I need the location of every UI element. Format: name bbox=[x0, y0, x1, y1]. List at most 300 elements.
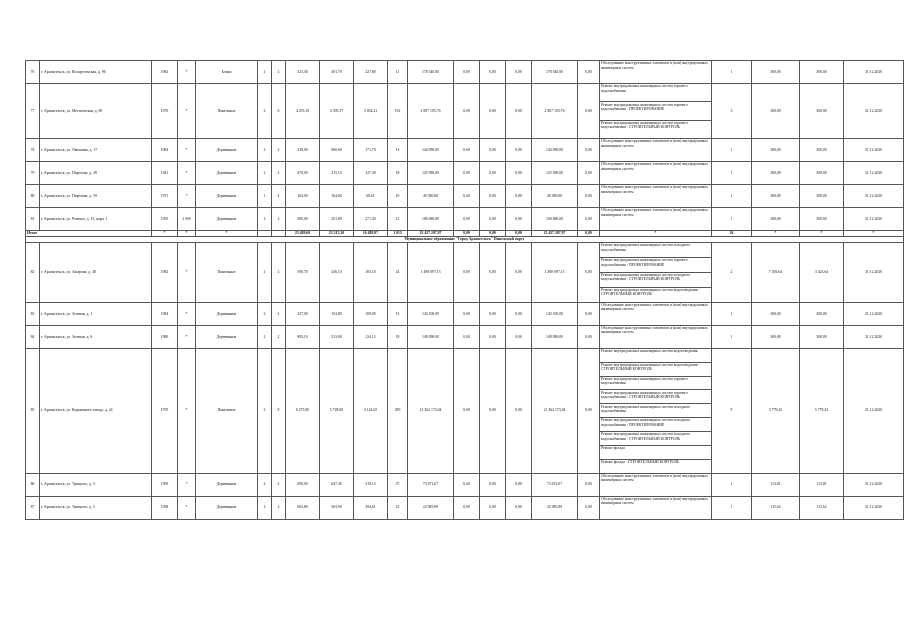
row-number: 76 bbox=[26, 61, 40, 84]
wall-material: Деревянные bbox=[196, 302, 258, 325]
fund-cell: 0,00 bbox=[480, 184, 506, 207]
fund-cell: 0,00 bbox=[454, 61, 480, 84]
work-item: Обследование конструктивных элементов и (или) внутридомовых инженерных систем bbox=[601, 326, 708, 335]
completion-date: 31.12.2020 bbox=[844, 184, 904, 207]
fund-cell: 0,00 bbox=[454, 138, 480, 161]
limit-cost: 300,00 bbox=[800, 138, 844, 161]
table-row bbox=[26, 473, 904, 496]
work-item: Обследование конструктивных элементов и (или) внутридомовых инженерных систем bbox=[601, 473, 708, 483]
entrances-count: 8 bbox=[272, 348, 286, 473]
entrances-count: 6 bbox=[272, 83, 286, 138]
owned-area: 124,12 bbox=[354, 325, 388, 348]
living-area: 154,80 bbox=[320, 302, 354, 325]
address: г. Архангельск, ул. Урицкого, д. 5 bbox=[40, 496, 152, 519]
register-sheet bbox=[25, 60, 893, 520]
fund-cell: 0,00 bbox=[454, 496, 480, 519]
table-total-section bbox=[26, 230, 904, 242]
fund-cell: 0,00 bbox=[480, 325, 506, 348]
floors-count: 2 bbox=[258, 207, 272, 230]
owners-funds: 125 580,00 bbox=[532, 161, 578, 184]
fund-cell: 0,00 bbox=[480, 302, 506, 325]
limit-cost: 300,00 bbox=[800, 161, 844, 184]
address: г. Архангельск, ул. Зеленая, д. 1 bbox=[40, 302, 152, 325]
residents-count: 18 bbox=[388, 325, 408, 348]
total-area: 478,00 bbox=[286, 161, 320, 184]
renovation-year: * bbox=[178, 83, 196, 138]
owners-funds: 106 680,00 bbox=[532, 207, 578, 230]
table-row bbox=[26, 83, 904, 138]
work-item: Ремонт фасада - СТРОИТЕЛЬНЫЙ КОНТРОЛЬ bbox=[601, 460, 680, 465]
unit-cost: 7 493,64 bbox=[752, 242, 800, 302]
fund-cell: 0,00 bbox=[480, 348, 506, 473]
commission-year: 1964 bbox=[152, 138, 178, 161]
repair-cost: 149 090,00 bbox=[408, 325, 454, 348]
address: г. Архангельск, ул. Мегитовская, д. 90 bbox=[40, 83, 152, 138]
wall-material: Деревянные bbox=[196, 473, 258, 496]
unit-cost: 300,00 bbox=[752, 325, 800, 348]
residents-count: 15 bbox=[388, 302, 408, 325]
limit-cost: 300,00 bbox=[800, 61, 844, 84]
table-row bbox=[26, 242, 904, 302]
work-item: Обследование конструктивных элементов и (или) внутридомовых инженерных систем bbox=[601, 496, 708, 506]
works-count: 1 bbox=[712, 325, 752, 348]
commission-year: 1976 bbox=[152, 83, 178, 138]
repair-cost: 22 985,89 bbox=[408, 496, 454, 519]
wall-material: Деревянные bbox=[196, 207, 258, 230]
fund-cell: 0,00 bbox=[454, 184, 480, 207]
total-cell: * bbox=[752, 230, 800, 236]
owned-area: 108,00 bbox=[354, 302, 388, 325]
works-list bbox=[600, 348, 712, 473]
fund-cell: 0,00 bbox=[480, 138, 506, 161]
address: г. Архангельск, ул. Воскресенская, д. 96 bbox=[40, 61, 152, 84]
residents-count: 18 bbox=[388, 161, 408, 184]
renovation-year: * bbox=[178, 161, 196, 184]
address: г. Архангельск, ул. Пирогова, д. 28 bbox=[40, 161, 152, 184]
wall-material: Панельные bbox=[196, 83, 258, 138]
unit-cost: 5 779,43 bbox=[752, 348, 800, 473]
limit-cost: 300,00 bbox=[800, 184, 844, 207]
floors-count: 2 bbox=[258, 496, 272, 519]
commission-year: 1971 bbox=[152, 184, 178, 207]
work-item: Обследование конструктивных элементов и (или) внутридомовых инженерных систем bbox=[601, 303, 708, 312]
work-item: Ремонт фасада bbox=[600, 446, 711, 460]
fund-cell: 0,00 bbox=[578, 161, 600, 184]
work-item: Ремонт внутридомовых инженерных систем водоотведения bbox=[600, 349, 711, 363]
works-list bbox=[600, 302, 712, 325]
total-area: 590,70 bbox=[286, 242, 320, 302]
address: г. Архангельск, ул. Захарова, д. 48 bbox=[40, 242, 152, 302]
fund-cell: 0,00 bbox=[578, 325, 600, 348]
floors-count: 2 bbox=[258, 242, 272, 302]
table-row bbox=[26, 161, 904, 184]
fund-cell: 0,00 bbox=[454, 83, 480, 138]
fund-cell: 0,00 bbox=[578, 61, 600, 84]
works-count: 2 bbox=[712, 242, 752, 302]
works-count: 1 bbox=[712, 138, 752, 161]
residents-count: 289 bbox=[388, 348, 408, 473]
commission-year: 1982 bbox=[152, 242, 178, 302]
total-area: 164,00 bbox=[286, 184, 320, 207]
works-count: 1 bbox=[712, 161, 752, 184]
floors-count: 2 bbox=[258, 83, 272, 138]
repair-cost: 106 680,00 bbox=[408, 207, 454, 230]
works-count: 9 bbox=[712, 348, 752, 473]
table-body-upper bbox=[26, 61, 904, 231]
row-number: 82 bbox=[26, 242, 40, 302]
fund-cell: 0,00 bbox=[578, 302, 600, 325]
repair-cost: 73 672,07 bbox=[408, 473, 454, 496]
completion-date: 31.12.2020 bbox=[844, 348, 904, 473]
work-item: Обследование конструктивных элементов и (или) внутридомовых инженерных систем bbox=[601, 61, 708, 70]
work-item: Ремонт внутридомовых инженерных систем холодного водоснабжения - СТРОИТЕЛЬНЫЙ КОНТРОЛЬ bbox=[600, 273, 711, 288]
work-item: Обследование конструктивных элементов и (или) внутридомовых инженерных систем bbox=[601, 162, 708, 171]
floors-count: 2 bbox=[258, 473, 272, 496]
total-area: 25 409,60 bbox=[286, 230, 320, 236]
works-list bbox=[600, 325, 712, 348]
fund-cell: 0,00 bbox=[480, 207, 506, 230]
completion-date: 31.12.2020 bbox=[844, 138, 904, 161]
total-residents: 1 015 bbox=[388, 230, 408, 236]
limit-cost: 5 779,43 bbox=[800, 348, 844, 473]
repair-cost: 125 580,00 bbox=[408, 161, 454, 184]
owned-area: 394,61 bbox=[354, 496, 388, 519]
fund-cell: 0,00 bbox=[506, 184, 532, 207]
fund-cell: 0,00 bbox=[480, 473, 506, 496]
total-cell: * bbox=[178, 230, 196, 236]
table-row bbox=[26, 302, 904, 325]
municipality-heading: Муниципальное образование "Город Архангельск" Пинежский округ bbox=[26, 236, 904, 242]
entrances-count: 2 bbox=[272, 302, 286, 325]
row-number: 77 bbox=[26, 83, 40, 138]
limit-cost: 300,00 bbox=[800, 83, 844, 138]
commission-year: 1962 bbox=[152, 61, 178, 84]
renovation-year: * bbox=[178, 138, 196, 161]
fund-cell: 0,00 bbox=[506, 348, 532, 473]
works-count: 1 bbox=[712, 473, 752, 496]
owners-funds: 144 090,00 bbox=[532, 138, 578, 161]
table-row bbox=[26, 325, 904, 348]
table-row bbox=[26, 348, 904, 473]
work-item: Обследование конструктивных элементов и (или) внутридомовых инженерных систем bbox=[601, 185, 708, 194]
work-item: Ремонт внутридомовых инженерных систем горячего водоснабжения - СТРОИТЕЛЬНЫЙ КОНТРОЛЬ bbox=[601, 120, 688, 130]
total-cell: * bbox=[844, 230, 904, 236]
table-body-lower bbox=[26, 242, 904, 519]
row-number: 81 bbox=[26, 207, 40, 230]
living-area: 351,80 bbox=[320, 207, 354, 230]
works-count: 1 bbox=[712, 496, 752, 519]
total-cell: 0,00 bbox=[480, 230, 506, 236]
work-item: Ремонт внутридомовых инженерных систем холодного водоснабжения bbox=[600, 243, 711, 258]
total-works: * bbox=[600, 230, 712, 236]
limit-cost: 113,81 bbox=[800, 473, 844, 496]
fund-cell: 0,00 bbox=[480, 496, 506, 519]
owners-funds: 21 362 173,04 bbox=[532, 348, 578, 473]
owned-area: 227,80 bbox=[354, 61, 388, 84]
work-item: Ремонт внутридомовых инженерных систем холодного водоснабжения bbox=[600, 404, 711, 418]
total-area: 4 476,10 bbox=[286, 83, 320, 138]
completion-date: 31.12.2020 bbox=[844, 61, 904, 84]
unit-cost: 300,00 bbox=[752, 184, 800, 207]
owners-funds: 149 090,00 bbox=[532, 325, 578, 348]
fund-cell: 0,00 bbox=[506, 325, 532, 348]
fund-cell: 0,00 bbox=[454, 207, 480, 230]
living-area: 647,30 bbox=[320, 473, 354, 496]
total-label: Итого bbox=[26, 230, 152, 236]
total-area: 237,00 bbox=[286, 302, 320, 325]
fund-cell: 0,00 bbox=[480, 61, 506, 84]
entrances-count: 2 bbox=[272, 473, 286, 496]
total-area: 380,00 bbox=[286, 207, 320, 230]
works-list bbox=[600, 184, 712, 207]
renovation-year: * bbox=[178, 325, 196, 348]
fund-cell: 0,00 bbox=[578, 207, 600, 230]
floors-count: 2 bbox=[258, 161, 272, 184]
total-area: 523,30 bbox=[286, 61, 320, 84]
row-number: 85 bbox=[26, 348, 40, 473]
works-count: 1 bbox=[712, 207, 752, 230]
work-item: Ремонт внутридомовых инженерных систем горячего водоснабжения - ПРОЕКТИРОВАНИЕ bbox=[600, 258, 711, 273]
commission-year: 1941 bbox=[152, 161, 178, 184]
address: г. Архангельск, ул. Розинга, д. 15, корп. 1 bbox=[40, 207, 152, 230]
residents-count: 12 bbox=[388, 207, 408, 230]
fund-cell: 0,00 bbox=[506, 496, 532, 519]
repair-cost: 143 100,00 bbox=[408, 302, 454, 325]
wall-material: Деревянные bbox=[196, 325, 258, 348]
owned-area: 519,13 bbox=[354, 473, 388, 496]
repair-cost: 2 807 105,76 bbox=[408, 83, 454, 138]
living-area: 4 395,37 bbox=[320, 83, 354, 138]
owners-funds: 178 540,00 bbox=[532, 61, 578, 84]
total-area: 983,10 bbox=[286, 325, 320, 348]
fund-cell: 0,00 bbox=[506, 83, 532, 138]
works-count: 1 bbox=[712, 184, 752, 207]
total-living-area: 23 513,30 bbox=[320, 230, 354, 236]
row-number: 86 bbox=[26, 473, 40, 496]
owners-funds: 49 380,00 bbox=[532, 184, 578, 207]
total-fund-sum: 25 457 207,97 bbox=[532, 230, 578, 236]
completion-date: 31.12.2020 bbox=[844, 325, 904, 348]
entrances-count: 2 bbox=[272, 496, 286, 519]
table-row bbox=[26, 138, 904, 161]
owned-area: 171,79 bbox=[354, 138, 388, 161]
works-list bbox=[600, 496, 712, 519]
unit-cost: 300,00 bbox=[752, 161, 800, 184]
commission-year: 1955 bbox=[152, 207, 178, 230]
total-area: 6 273,80 bbox=[286, 348, 320, 473]
repair-cost: 1 498 097,13 bbox=[408, 242, 454, 302]
commission-year: 1980 bbox=[152, 325, 178, 348]
fund-cell: 0,00 bbox=[506, 138, 532, 161]
row-number: 84 bbox=[26, 325, 40, 348]
owners-funds: 143 100,00 bbox=[532, 302, 578, 325]
floors-count: 2 bbox=[258, 138, 272, 161]
address: г. Архангельск, ул. Урицкого, д. 3 bbox=[40, 473, 152, 496]
address: г. Архангельск, ул. Кирпичного завода, д. 24 bbox=[40, 348, 152, 473]
floors-count: 2 bbox=[258, 61, 272, 84]
works-list bbox=[600, 83, 712, 138]
commission-year: 1970 bbox=[152, 348, 178, 473]
fund-cell: 0,00 bbox=[506, 302, 532, 325]
table-row bbox=[26, 184, 904, 207]
renovation-year: * bbox=[178, 302, 196, 325]
fund-cell: 0,00 bbox=[578, 83, 600, 138]
commission-year: 1959 bbox=[152, 473, 178, 496]
repair-cost: 144 090,00 bbox=[408, 138, 454, 161]
fund-cell: 0,00 bbox=[506, 473, 532, 496]
residents-count: 37 bbox=[388, 473, 408, 496]
repair-cost: 49 380,00 bbox=[408, 184, 454, 207]
owners-funds: 22 985,89 bbox=[532, 496, 578, 519]
owned-area: 4 124,65 bbox=[354, 348, 388, 473]
total-area: 603,80 bbox=[286, 496, 320, 519]
total-cell: * bbox=[152, 230, 178, 236]
entrances-count: 2 bbox=[272, 207, 286, 230]
completion-date: 31.12.2020 bbox=[844, 496, 904, 519]
entrances-count: 2 bbox=[272, 61, 286, 84]
wall-material: Панельные bbox=[196, 242, 258, 302]
entrances-count: 2 bbox=[272, 242, 286, 302]
total-area: 238,00 bbox=[286, 138, 320, 161]
fund-cell: 0,00 bbox=[480, 242, 506, 302]
total-works-count: 26 bbox=[712, 230, 752, 236]
wall-material: Панельные bbox=[196, 348, 258, 473]
fund-cell: 0,00 bbox=[578, 496, 600, 519]
limit-cost: 300,00 bbox=[800, 302, 844, 325]
owned-area: 60,61 bbox=[354, 184, 388, 207]
work-item: Ремонт внутридомовых инженерных систем водоотведения - СТРОИТЕЛЬНЫЙ КОНТРОЛЬ bbox=[601, 288, 700, 297]
commission-year: 1984 bbox=[152, 302, 178, 325]
works-count: 1 bbox=[712, 302, 752, 325]
fund-cell: 0,00 bbox=[454, 348, 480, 473]
work-item: Обследование конструктивных элементов и (или) внутридомовых инженерных систем bbox=[601, 139, 708, 148]
wall-material: Блоки bbox=[196, 61, 258, 84]
entrances-count: 4 bbox=[272, 184, 286, 207]
completion-date: 31.12.2020 bbox=[844, 242, 904, 302]
work-item: Ремонт внутридомовых инженерных систем холодного водоснабжения - СТРОИТЕЛЬНЫЙ КОНТРОЛЬ bbox=[600, 432, 711, 446]
fund-cell: 0,00 bbox=[506, 61, 532, 84]
owners-funds: 1 498 097,13 bbox=[532, 242, 578, 302]
owners-funds: 73 672,07 bbox=[532, 473, 578, 496]
unit-cost: 300,00 bbox=[752, 302, 800, 325]
renovation-year: * bbox=[178, 496, 196, 519]
wall-material: Деревянные bbox=[196, 496, 258, 519]
unit-cost: 300,00 bbox=[752, 207, 800, 230]
row-number: 79 bbox=[26, 161, 40, 184]
residents-count: 23 bbox=[388, 496, 408, 519]
address: г. Архангельск, ул. Пирогова, д. 59 bbox=[40, 184, 152, 207]
unit-cost: 113,81 bbox=[752, 473, 800, 496]
residents-count: 24 bbox=[388, 242, 408, 302]
fund-cell: 0,00 bbox=[454, 242, 480, 302]
total-cell: 0,00 bbox=[506, 230, 532, 236]
works-list bbox=[600, 242, 712, 302]
works-list bbox=[600, 161, 712, 184]
total-area: 690,00 bbox=[286, 473, 320, 496]
unit-cost: 300,00 bbox=[752, 61, 800, 84]
limit-cost: 300,00 bbox=[800, 325, 844, 348]
living-area: 436,10 bbox=[320, 242, 354, 302]
owned-area: 103,10 bbox=[354, 242, 388, 302]
works-count: 1 bbox=[712, 61, 752, 84]
living-area: 491,70 bbox=[320, 61, 354, 84]
total-cell: 0,00 bbox=[578, 230, 600, 236]
table-row bbox=[26, 61, 904, 84]
unit-cost: 115,62 bbox=[752, 496, 800, 519]
living-area: 563,90 bbox=[320, 496, 354, 519]
completion-date: 31.12.2020 bbox=[844, 83, 904, 138]
total-sum: 25 457 207,97 bbox=[408, 230, 454, 236]
commission-year: 1958 bbox=[152, 496, 178, 519]
residents-count: 192 bbox=[388, 83, 408, 138]
renovation-year: * bbox=[178, 242, 196, 302]
completion-date: 31.12.2020 bbox=[844, 161, 904, 184]
row-number: 87 bbox=[26, 496, 40, 519]
works-list bbox=[600, 207, 712, 230]
limit-cost: 3 423,64 bbox=[800, 242, 844, 302]
fund-cell: 0,00 bbox=[506, 242, 532, 302]
fund-cell: 0,00 bbox=[506, 207, 532, 230]
fund-cell: 0,00 bbox=[578, 473, 600, 496]
fund-cell: 0,00 bbox=[454, 161, 480, 184]
work-item: Ремонт внутридомовых инженерных систем горячего водоснабжения bbox=[600, 377, 711, 391]
wall-material: Деревянные bbox=[196, 138, 258, 161]
renovation-year: * bbox=[178, 348, 196, 473]
total-cell: 0,00 bbox=[454, 230, 480, 236]
row-number: 83 bbox=[26, 302, 40, 325]
fund-cell: 0,00 bbox=[480, 83, 506, 138]
fund-cell: 0,00 bbox=[578, 184, 600, 207]
total-cell: * bbox=[196, 230, 258, 236]
work-item: Ремонт внутридомовых инженерных систем горячего водоснабжения - СТРОИТЕЛЬНЫЙ КОНТРОЛЬ bbox=[600, 390, 711, 404]
living-area: 164,00 bbox=[320, 184, 354, 207]
entrances-count: 2 bbox=[272, 138, 286, 161]
row-number: 80 bbox=[26, 184, 40, 207]
entrances-count: 2 bbox=[272, 325, 286, 348]
address: г. Архангельск, ул. Овечкина, д. 17 bbox=[40, 138, 152, 161]
renovation-year: * bbox=[178, 184, 196, 207]
unit-cost: 300,00 bbox=[752, 83, 800, 138]
works-list bbox=[600, 473, 712, 496]
floors-count: 1 bbox=[258, 184, 272, 207]
limit-cost: 115,62 bbox=[800, 496, 844, 519]
work-item: Обследование конструктивных элементов и (или) внутридомовых инженерных систем bbox=[601, 208, 708, 217]
owned-area: 271,30 bbox=[354, 207, 388, 230]
works-list bbox=[600, 138, 712, 161]
work-item: Ремонт внутридомовых инженерных систем холодного водоснабжения - ПРОЕКТИРОВАНИЕ bbox=[600, 418, 711, 432]
total-cell: * bbox=[800, 230, 844, 236]
work-item: Ремонт внутридомовых инженерных систем горячего водоснабжения - ПРОЕКТИРОВАНИЕ bbox=[600, 102, 711, 120]
owners-funds: 2 807 105,76 bbox=[532, 83, 578, 138]
owned-area: 3 054,21 bbox=[354, 83, 388, 138]
floors-count: 2 bbox=[258, 302, 272, 325]
fund-cell: 0,00 bbox=[480, 161, 506, 184]
limit-cost: 300,00 bbox=[800, 207, 844, 230]
housing-repair-table bbox=[25, 60, 904, 520]
fund-cell: 0,00 bbox=[454, 302, 480, 325]
row-number: 78 bbox=[26, 138, 40, 161]
unit-cost: 300,00 bbox=[752, 138, 800, 161]
entrances-count: 2 bbox=[272, 161, 286, 184]
floors-count: 2 bbox=[258, 325, 272, 348]
works-count: 3 bbox=[712, 83, 752, 138]
address: г. Архангельск, ул. Зеленая, д. 6 bbox=[40, 325, 152, 348]
renovation-year: * bbox=[178, 473, 196, 496]
work-item: Ремонт внутридомовых инженерных систем водоотведения - СТРОИТЕЛЬНЫЙ КОНТРОЛЬ bbox=[600, 363, 711, 377]
table-row bbox=[26, 207, 904, 230]
works-list bbox=[600, 61, 712, 84]
renovation-year: * bbox=[178, 61, 196, 84]
